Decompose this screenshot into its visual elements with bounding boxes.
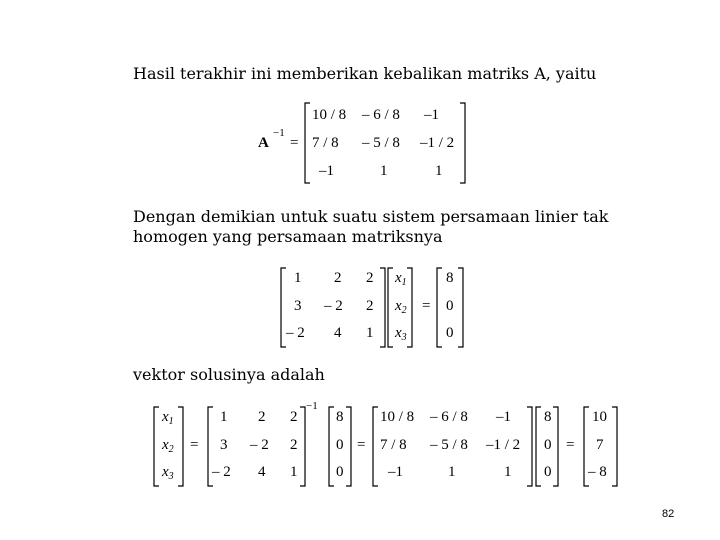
matrix-cell: 10 / 8	[312, 107, 347, 123]
variable-subscript: 3	[401, 332, 407, 343]
matrix-cell: –1	[388, 464, 403, 480]
vector-cell: 0	[336, 437, 344, 453]
matrix-cell: 1	[435, 163, 443, 179]
matrix-cell: – 6 / 8	[430, 409, 468, 425]
matrix-cell: 2	[366, 270, 374, 286]
matrix-cell: –1	[424, 107, 439, 123]
matrix-cell: –1	[319, 163, 334, 179]
variable-subscript: 1	[168, 416, 174, 427]
matrix-cell: 1	[220, 409, 228, 425]
matrix-cell: – 2	[212, 464, 231, 480]
matrix-cell: 1	[294, 270, 302, 286]
result-cell: – 8	[588, 464, 607, 480]
variable-letter: x	[162, 464, 169, 480]
variable-letter: x	[162, 409, 169, 425]
matrix-cell: – 5 / 8	[430, 437, 468, 453]
matrix-cell: –1 / 2	[420, 135, 455, 151]
matrix-cell: 1	[366, 325, 374, 341]
matrix-cell: – 2	[324, 298, 343, 314]
solution-intro-text: vektor solusinya adalah	[133, 365, 325, 384]
unknown-variable	[162, 409, 174, 427]
inverse-exponent: −1	[306, 400, 318, 412]
equals-sign: =	[290, 135, 299, 151]
matrix-cell: 1	[380, 163, 388, 179]
matrix-cell: – 6 / 8	[362, 107, 400, 123]
variable-letter: x	[395, 270, 402, 286]
equals-sign: =	[422, 298, 431, 314]
vector-cell: 8	[446, 270, 454, 286]
matrix-cell: 2	[258, 409, 266, 425]
matrix-cell: 3	[294, 298, 302, 314]
unknown-variable	[162, 464, 174, 482]
vector-cell: 0	[544, 464, 552, 480]
result-cell: 10	[592, 409, 607, 425]
matrix-cell: –1 / 2	[486, 437, 521, 453]
matrix-cell: –1	[496, 409, 511, 425]
variable-subscript: 2	[168, 444, 174, 455]
matrix-cell: 1	[448, 464, 456, 480]
matrix-cell: 2	[290, 409, 298, 425]
equals-sign: =	[566, 437, 575, 453]
matrix-cell: 1	[504, 464, 512, 480]
page-number: 82	[662, 508, 675, 520]
matrix-cell: 4	[258, 464, 266, 480]
matrix-cell: 4	[334, 325, 342, 341]
vector-cell: 0	[446, 325, 454, 341]
vector-cell: 0	[544, 437, 552, 453]
matrix-cell: 1	[290, 464, 298, 480]
matrix-symbol: A	[258, 135, 269, 151]
vector-cell: 8	[336, 409, 344, 425]
matrix-cell: 2	[366, 298, 374, 314]
vector-cell: 0	[336, 464, 344, 480]
matrix-cell: – 2	[286, 325, 305, 341]
inverse-exponent: −1	[273, 127, 285, 139]
intro-text: Hasil terakhir ini memberikan kebalikan matriks A, yaitu	[133, 64, 597, 83]
matrix-cell: 2	[334, 270, 342, 286]
matrix-cell: 3	[220, 437, 228, 453]
variable-subscript: 1	[401, 277, 407, 288]
result-cell: 7	[596, 437, 604, 453]
variable-letter: x	[395, 325, 402, 341]
matrix-cell: 10 / 8	[380, 409, 415, 425]
vector-cell: 8	[544, 409, 552, 425]
matrix-cell: – 5 / 8	[362, 135, 400, 151]
equals-sign: =	[357, 437, 366, 453]
matrix-cell: 2	[290, 437, 298, 453]
variable-subscript: 3	[168, 471, 174, 482]
matrix-cell: 7 / 8	[380, 437, 407, 453]
variable-letter: x	[162, 437, 169, 453]
equals-sign: =	[190, 437, 199, 453]
variable-subscript: 2	[401, 305, 407, 316]
system-description-line-1: Dengan demikian untuk suatu sistem persamaan linier tak	[133, 207, 609, 226]
unknown-variable	[162, 437, 174, 455]
vector-cell: 0	[446, 298, 454, 314]
matrix-cell: 7 / 8	[312, 135, 339, 151]
system-description-line-2: homogen yang persamaan matriksnya	[133, 227, 443, 246]
matrix-cell: – 2	[250, 437, 269, 453]
variable-letter: x	[395, 298, 402, 314]
